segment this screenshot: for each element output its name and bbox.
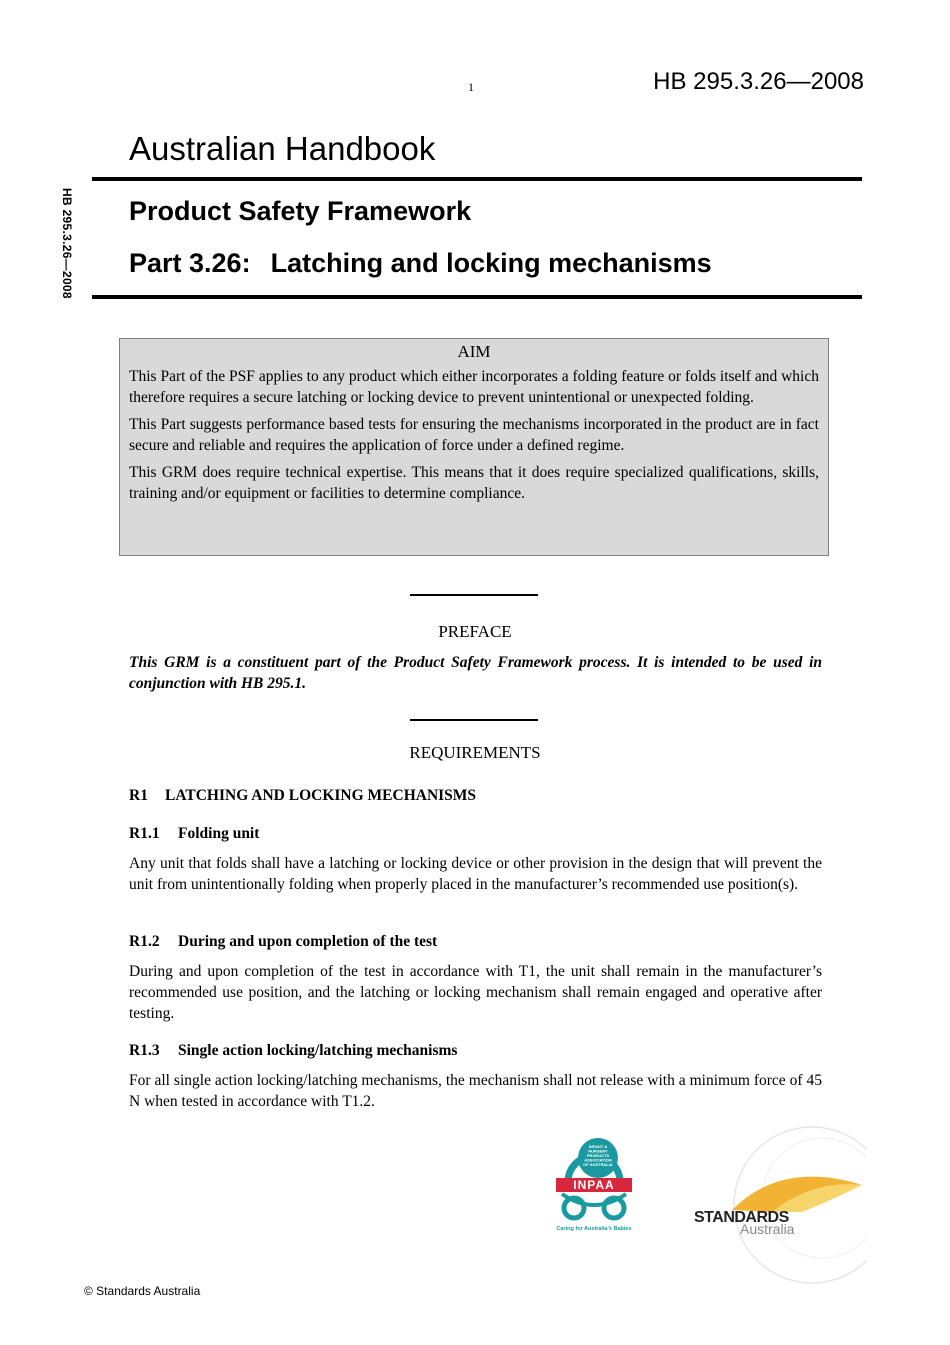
r1-title: LATCHING AND LOCKING MECHANISMS	[165, 787, 477, 804]
aim-paragraph: This Part of the PSF applies to any product which either incorporates a folding feature or folds itself and which therefore requires a secure latching or locking device to prevent unintentional or unexpected folding.	[129, 368, 819, 406]
section-divider	[410, 719, 538, 721]
part-name: Latching and locking mechanisms	[270, 248, 712, 278]
clause-number: R1.3	[129, 1042, 160, 1059]
clause-number: R1.2	[129, 933, 160, 950]
r1-heading	[129, 787, 476, 805]
inpaa-tagline: Caring for Australia's Babies	[556, 1226, 632, 1232]
side-document-code: HB 295.3.26—2008	[60, 188, 74, 299]
aim-heading: AIM	[457, 342, 491, 361]
inpaa-small-text: INFANT & NURSERY PRODUCTS ASSOCIATION OF AUSTRALIA	[583, 1144, 613, 1167]
clause-heading	[129, 933, 437, 951]
copyright-footer: © Standards Australia	[84, 1284, 201, 1298]
clause-heading	[129, 825, 259, 843]
handbook-title: Australian Handbook	[129, 130, 436, 167]
inpaa-name: INPAA	[573, 1178, 615, 1192]
section-divider	[410, 594, 538, 596]
clause-title: Single action locking/latching mechanisms	[178, 1042, 458, 1059]
clause-text: Any unit that folds shall have a latching or locking device or other provision in the design that will prevent the unit from unintentionally folding when properly placed in the manufacturer’s recommended use position(s).	[129, 855, 822, 893]
title-rule-top	[92, 177, 862, 181]
requirements-heading: REQUIREMENTS	[409, 743, 541, 762]
preface-heading: PREFACE	[438, 622, 512, 641]
part-title	[129, 248, 712, 279]
clause-number: R1.1	[129, 825, 160, 842]
r1-number: R1	[129, 787, 148, 804]
framework-title: Product Safety Framework	[129, 196, 472, 226]
part-label: Part 3.26:	[129, 248, 251, 278]
title-rule-bottom	[92, 295, 862, 299]
preface-text: This GRM is a constituent part of the Product Safety Framework process. It is intended to be used in conjunction with HB 295.1.	[129, 654, 822, 692]
clause-heading	[129, 1042, 457, 1060]
clause-title: During and upon completion of the test	[178, 933, 438, 950]
aim-box	[119, 338, 829, 556]
clause-text: During and upon completion of the test in accordance with T1, the unit shall remain in the manufacturer’s recommended use position, and the latching or locking mechanism shall remain engaged and operative after testing.	[129, 963, 822, 1022]
clause-text: For all single action locking/latching mechanisms, the mechanism shall not release with a minimum force of 45 N when tested in accordance with T1.2.	[129, 1072, 822, 1110]
document-code: HB 295.3.26—2008	[653, 68, 864, 95]
standards-australia-logo	[692, 1120, 867, 1296]
inpaa-logo	[548, 1134, 640, 1234]
aim-paragraph: This Part suggests performance based tests for ensuring the mechanisms incorporated in the product are in fact secure and reliable and requires the application of force under a defined regime.	[129, 416, 819, 454]
sa-name: STANDARDS	[694, 1209, 789, 1226]
page-number: 1	[468, 80, 474, 94]
aim-paragraph: This GRM does require technical expertise. This means that it does require specialized qualifications, skills, training and/or equipment or facilities to determine compliance.	[129, 464, 819, 502]
clause-title: Folding unit	[178, 825, 260, 842]
sa-sub: Australia	[740, 1221, 795, 1237]
